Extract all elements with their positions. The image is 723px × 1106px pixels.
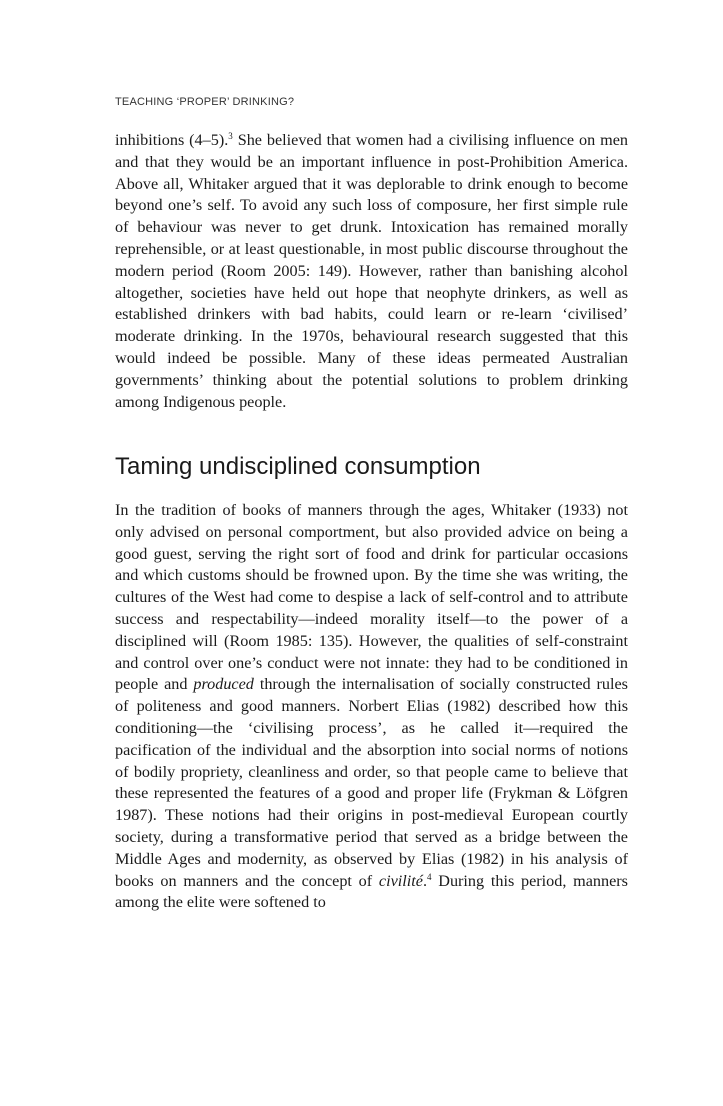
body-paragraph-1 [115,130,628,413]
section-heading: Taming undisciplined consumption [115,453,481,480]
footnote-reference-3[interactable]: 3 [228,131,233,141]
paragraph-2-text-part-1: In the tradition of books of manners through the ages, Whitaker (1933) not only advised on personal comportment, but also provided advice on being a good guest, serving the right sort of food and drink for particular occasions and which customs should be frowned upon. By the time she was writing, the cultures of the West had come to despise a lack of self-control and to attribute success and respectability—indeed morality itself—to the power of a disciplined will (Room 1985: 135). However, the qualities of self-constraint and control over one’s conduct were not innate: they had to be conditioned in people and [115,501,628,694]
paragraph-2-text-part-2: through the internalisation of socially constructed rules of politeness and good manners. Norbert Elias (1982) described how this conditioning—the ‘civilising process’, as he called it—required the pacification of the individual and the absorption into social norms of notions of bodily propriety, cleanliness and order, so that people came to believe that these represented the features of a good and proper life (Frykman & Löfgren 1987). These notions had their origins in post-medieval European courtly society, during a transformative period that served as a bridge between the Middle Ages and modernity, as observed by Elias (1982) in his analysis of books on manners and the concept of [115,675,628,890]
running-head: TEACHING ‘PROPER’ DRINKING? [115,96,295,108]
paragraph-1-text-start: inhibitions (4–5). [115,131,229,149]
italic-term-civilite: civilité [378,871,423,890]
body-paragraph-2 [115,500,628,914]
italic-term-produced: produced [193,675,254,694]
paragraph-2-text-part-3: . [422,871,427,890]
paragraph-2-text-part-4: During this period, manners among the elite were softened to [115,871,628,912]
paragraph-1-text-rest: She believed that women had a civilising influence on men and that they would be an important influence in post-Prohibition America. Above all, Whitaker argued that it was deplorable to drink enough to become beyond one’s self. To avoid any such loss of composure, her first simple rule of behaviour was never to get drunk. Intoxication has remained morally reprehensible, or at least questionable, in most public discourse throughout the modern period (Room 2005: 149). However, rather than banishing alcohol altogether, societies have held out hope that neophyte drinkers, as well as established drinkers with bad habits, could learn or re-learn ‘civilised’ moderate drinking. In the 1970s, behavioural research suggested that this would indeed be possible. Many of these ideas permeated Australian governments’ thinking about the potential solutions to problem drinking among Indigenous people. [115,131,628,411]
footnote-reference-4[interactable]: 4 [427,871,432,882]
